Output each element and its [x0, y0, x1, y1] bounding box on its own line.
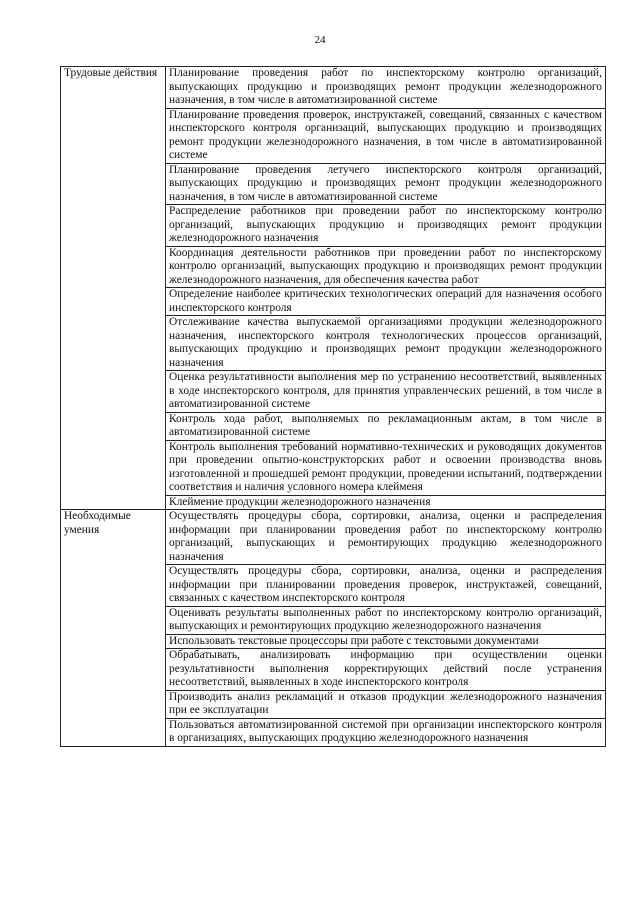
table-cell: Осуществлять процедуры сбора, сортировки, анализа, оценки и распределения информации при планировании проведения работ по инспекторскому контролю организаций, выпускающих и ремонтирующих продукцию железнодорожного назначения [166, 510, 606, 565]
table-cell: Оценивать результаты выполненных работ по инспекторскому контролю организаций, выпускающих и ремонтирующих продукцию железнодорожного назначения [166, 606, 606, 634]
page-number: 24 [314, 34, 326, 46]
table-cell: Оценка результативности выполнения мер по устранению несоответствий, выявленных в ходе инспекторского контроля, для принятия управленческих решений, в том числе в автоматизированной системе [166, 371, 606, 413]
table-cell: Клеймение продукции железнодорожного назначения [166, 495, 606, 510]
table-cell: Использовать текстовые процессоры при работе с текстовыми документами [166, 634, 606, 649]
section-label-labor-actions: Трудовые действия [61, 67, 166, 510]
table-cell: Распределение работников при проведении работ по инспекторскому контролю организаций, выпускающих продукцию и производящих ремонт продукции железнодорожного назначения [166, 205, 606, 247]
table-cell: Координация деятельности работников при проведении работ по инспекторскому контролю организаций, выпускающих продукцию и производящих ремонт продукции железнодорожного назначения, для обеспечения качества работ [166, 246, 606, 288]
table-cell: Контроль выполнения требований нормативно-технических и руководящих документов при проведении опытно-конструкторских работ и освоении производства вновь изготовленной и прошедшей ремонт продукции, проведении испытаний, подтверждении соответствия и наличия условного номера клейменя [166, 440, 606, 495]
table-cell: Обрабатывать, анализировать информацию при осуществлении оценки результативности выполнения корректирующих действий после устранения несоответствий, выявленных в ходе инспекторского контроля [166, 649, 606, 691]
table-row [61, 67, 606, 109]
table-cell: Осуществлять процедуры сбора, сортировки, анализа, оценки и распределения информации при планировании проведения проверок, инструктажей, совещаний, связанных с качеством инспекторского контроля [166, 565, 606, 607]
table-cell: Планирование проведения летучего инспекторского контроля организаций, выпускающих продукцию и производящих ремонт продукции железнодорожного назначения, в том числе в автоматизированной системе [166, 163, 606, 205]
table-cell: Определение наиболее критических технологических операций для назначения особого инспекторского контроля [166, 288, 606, 316]
table-cell: Отслеживание качества выпускаемой организациями продукции железнодорожного назначения, инспекторского контроля технологических процессов организаций, выпускающих продукцию и производящих ремонт продукции железнодорожного назначения [166, 316, 606, 371]
table-cell: Производить анализ рекламаций и отказов продукции железнодорожного назначения при ее эксплуатации [166, 690, 606, 718]
table-row [61, 510, 606, 565]
table-cell: Планирование проведения проверок, инструктажей, совещаний, связанных с качеством инспекторского контроля организаций, выпускающих продукцию и производящих ремонт продукции железнодорожного назначения, в том числе в автоматизированной системе [166, 108, 606, 163]
table-cell: Контроль хода работ, выполняемых по рекламационным актам, в том числе в автоматизированной системе [166, 412, 606, 440]
requirements-table [60, 66, 606, 747]
section-label-required-skills: Необходимые умения [61, 510, 166, 747]
table-cell: Пользоваться автоматизированной системой при организации инспекторского контроля в организациях, выпускающих продукцию железнодорожного назначения [166, 718, 606, 746]
table-cell: Планирование проведения работ по инспекторскому контролю организаций, выпускающих продукцию и производящих ремонт продукции железнодорожного назначения, в том числе в автоматизированной системе [166, 67, 606, 109]
